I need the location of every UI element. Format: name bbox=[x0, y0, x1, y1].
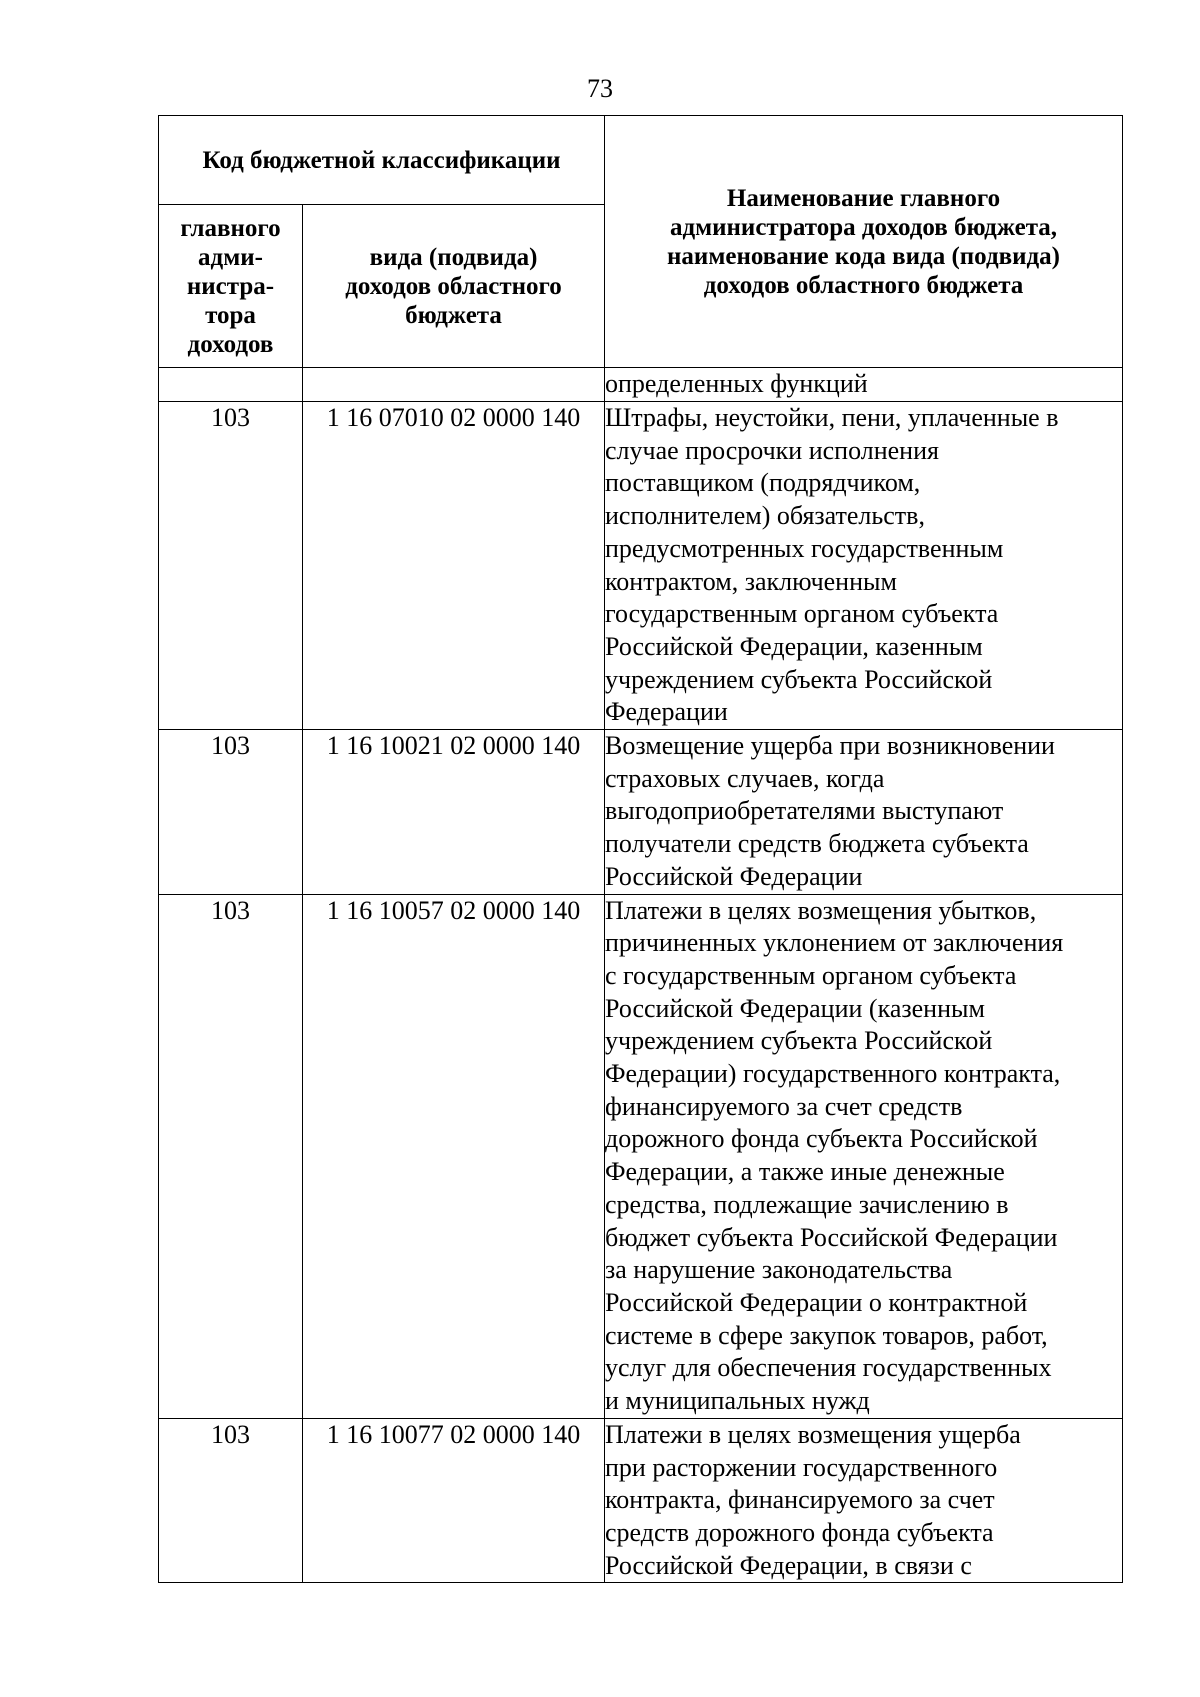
cell-income-name-line: поставщиком (подрядчиком, bbox=[605, 468, 921, 498]
cell-income-name-line: случае просрочки исполнения bbox=[605, 435, 939, 465]
cell-admin-code bbox=[159, 368, 303, 402]
table-row bbox=[159, 1418, 1123, 1583]
table-row bbox=[159, 368, 1123, 402]
cell-income-code: 1 16 10021 02 0000 140 bbox=[303, 730, 605, 895]
cell-income-name-line: финансируемого за счет средств bbox=[605, 1091, 963, 1121]
cell-admin-code: 103 bbox=[159, 730, 303, 895]
header-name-line: Наименование главного bbox=[726, 184, 1001, 212]
cell-income-name-line: Российской Федерации (казенным bbox=[605, 993, 985, 1023]
header-code-line: доходов областного bbox=[345, 272, 562, 300]
header-admin-line: адми- bbox=[198, 243, 263, 271]
cell-income-name-line: средства, подлежащие зачислению в bbox=[605, 1189, 1009, 1219]
cell-income-name-line: Федерации bbox=[605, 697, 728, 727]
cell-income-name-line: Российской Федерации, казенным bbox=[605, 631, 983, 661]
cell-income-name-line: контракта, финансируемого за счет bbox=[605, 1485, 995, 1515]
cell-income-name bbox=[605, 894, 1123, 1418]
cell-income-name-line: причиненных уклонением от заключения bbox=[605, 928, 1064, 958]
cell-income-name-line: средств дорожного фонда субъекта bbox=[605, 1517, 994, 1547]
cell-income-name-line: получатели средств бюджета субъекта bbox=[605, 829, 1029, 859]
cell-income-name-line: Федерации) государственного контракта, bbox=[605, 1059, 1061, 1089]
table-row bbox=[159, 894, 1123, 1418]
table-row bbox=[159, 730, 1123, 895]
cell-income-code: 1 16 10077 02 0000 140 bbox=[303, 1418, 605, 1583]
cell-income-name-line: Российской Федерации, в связи с bbox=[605, 1550, 972, 1580]
header-code-line: вида (подвида) bbox=[369, 243, 538, 271]
cell-income-name-line: Российской Федерации bbox=[605, 861, 863, 891]
cell-income-name-line: бюджет субъекта Российской Федерации bbox=[605, 1222, 1058, 1252]
header-admin-line: тора bbox=[205, 301, 256, 329]
cell-income-name-line: страховых случаев, когда bbox=[605, 763, 885, 793]
cell-income-name-line: дорожного фонда субъекта Российской bbox=[605, 1124, 1038, 1154]
cell-income-name-line: за нарушение законодательства bbox=[605, 1255, 953, 1285]
header-name-line: администратора доходов бюджета, bbox=[669, 213, 1058, 241]
header-budget-classification-code: Код бюджетной классификации bbox=[159, 116, 605, 205]
cell-income-name-line: Российской Федерации о контрактной bbox=[605, 1287, 1028, 1317]
header-name-column bbox=[605, 116, 1123, 368]
table-body bbox=[159, 368, 1123, 1583]
cell-income-name-line: системе в сфере закупок товаров, работ, bbox=[605, 1320, 1048, 1350]
cell-admin-code: 103 bbox=[159, 894, 303, 1418]
cell-income-name-line: выгодоприобретателями выступают bbox=[605, 796, 1004, 826]
cell-income-code bbox=[303, 368, 605, 402]
cell-income-name-line: государственным органом субъекта bbox=[605, 599, 999, 629]
cell-income-name-line: Платежи в целях возмещения ущерба bbox=[605, 1419, 1021, 1449]
budget-classification-table bbox=[158, 115, 1123, 1583]
cell-income-name-line: учреждением субъекта Российской bbox=[605, 1026, 993, 1056]
cell-income-name-line: Возмещение ущерба при возникновении bbox=[605, 731, 1055, 761]
cell-income-name-line: и муниципальных нужд bbox=[605, 1386, 870, 1416]
header-name-line: доходов областного бюджета bbox=[703, 271, 1024, 299]
cell-income-name-line: Платежи в целях возмещения убытков, bbox=[605, 895, 1037, 925]
header-admin-column bbox=[159, 205, 303, 368]
header-admin-line: нистра- bbox=[186, 272, 275, 300]
header-admin-line: главного bbox=[180, 214, 281, 242]
cell-income-name-line: контрактом, заключенным bbox=[605, 566, 897, 596]
cell-income-name-line: услуг для обеспечения государственных bbox=[605, 1353, 1052, 1383]
cell-income-name-line: при расторжении государственного bbox=[605, 1452, 998, 1482]
page-number: 73 bbox=[587, 74, 613, 103]
cell-admin-code: 103 bbox=[159, 1418, 303, 1583]
cell-income-name bbox=[605, 402, 1123, 730]
cell-income-name-line: предусмотренных государственным bbox=[605, 533, 1004, 563]
cell-admin-code: 103 bbox=[159, 402, 303, 730]
header-admin-line: доходов bbox=[187, 330, 274, 358]
header-code-column bbox=[303, 205, 605, 368]
table-row bbox=[159, 402, 1123, 730]
cell-income-name-line: Штрафы, неустойки, пени, уплаченные в bbox=[605, 403, 1059, 432]
cell-income-name-line: Федерации, а также иные денежные bbox=[605, 1157, 1005, 1187]
cell-income-name-line: определенных функций bbox=[605, 369, 868, 398]
cell-income-code: 1 16 07010 02 0000 140 bbox=[303, 402, 605, 730]
cell-income-name-line: учреждением субъекта Российской bbox=[605, 664, 993, 694]
cell-income-name-line: исполнителем) обязательств, bbox=[605, 501, 925, 531]
cell-income-name bbox=[605, 730, 1123, 895]
header-name-line: наименование кода вида (подвида) bbox=[667, 242, 1060, 270]
header-code-line: бюджета bbox=[405, 301, 502, 329]
cell-income-name bbox=[605, 368, 1123, 402]
cell-income-name-line: с государственным органом субъекта bbox=[605, 960, 1017, 990]
cell-income-code: 1 16 10057 02 0000 140 bbox=[303, 894, 605, 1418]
cell-income-name bbox=[605, 1418, 1123, 1583]
